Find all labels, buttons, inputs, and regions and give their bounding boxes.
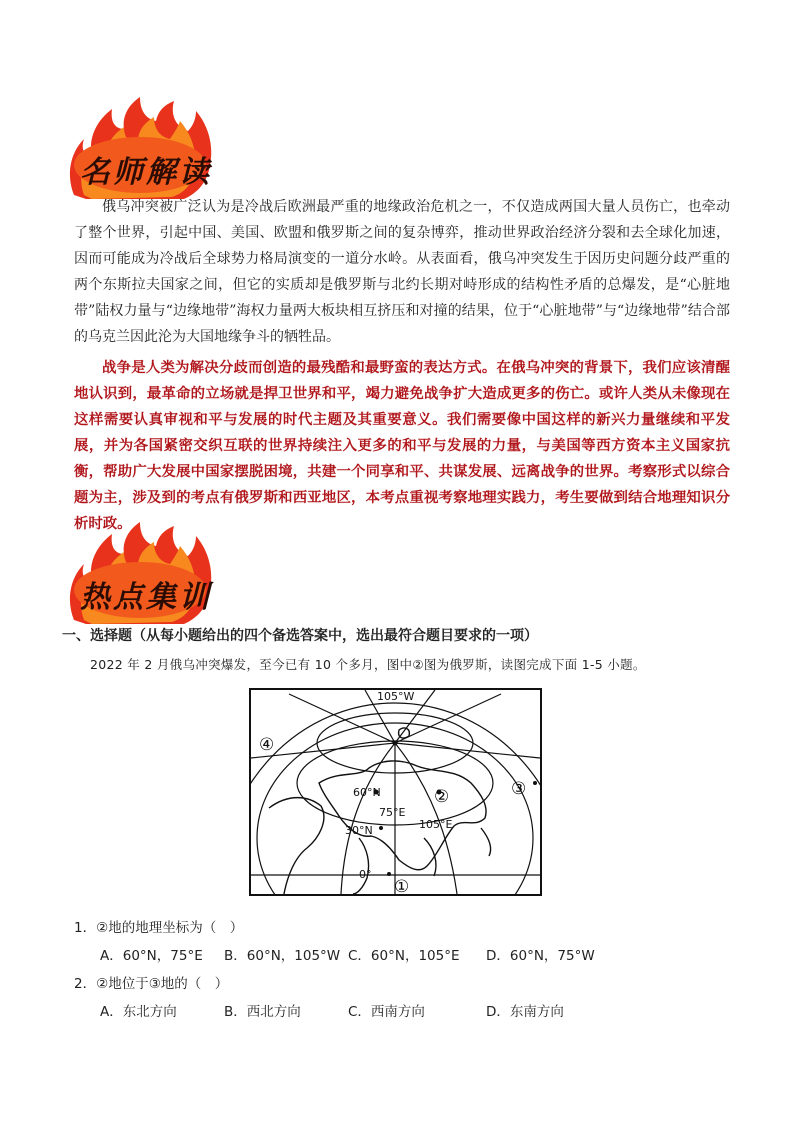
hot-banner: [66, 520, 216, 630]
q1-option-b[interactable]: B．60°N，105°W: [224, 948, 341, 964]
analysis-paragraph-1: 俄乌冲突被广泛认为是冷战后欧洲最严重的地缘政治危机之一，不仅造成两国大量人员伤亡，也牵动了整个世界，引起中国、美国、欧盟和俄罗斯之间的复杂博弈，推动世界政治经济分裂和去全球化加速，因而可能成为冷战后全球势力格局演变的一道分水岭。从表面看，俄乌冲突发生于因历史问题分歧严重的两个东斯拉夫国家之间，但它的实质却是俄罗斯与北约长期对峙形成的结构性矛盾的总爆发，是“心脏地带”陆权力量与“边缘地带”海权力量两大板块相互挤压和对撞的结果，位于“心脏地带”与“边缘地带”结合部的乌克兰因此沦为大国地缘争斗的牺牲品。: [74, 199, 730, 345]
question-intro: 2022 年 2 月俄乌冲突爆发，至今已有 10 个多月，图中②图为俄罗斯，读图完成下面 1-5 小题。: [90, 657, 646, 672]
marker-1: ①: [394, 877, 410, 896]
q2-option-b[interactable]: B．西北方向: [224, 1004, 301, 1020]
label-105w: 105°W: [377, 690, 415, 703]
question-1-stem: 1．②地的地理坐标为（ ）: [74, 920, 244, 936]
q2-option-d[interactable]: D．东南方向: [486, 1004, 564, 1020]
section-heading: 一、选择题（从每小题给出的四个备选答案中，选出最符合题目要求的一项）: [62, 628, 538, 644]
marker-2: ②: [434, 787, 450, 807]
q1-option-a[interactable]: A．60°N，75°E: [100, 948, 203, 964]
question-2-options: [100, 1000, 720, 1020]
label-30n: 30°N: [345, 824, 373, 837]
q2-option-c[interactable]: C．西南方向: [348, 1004, 425, 1020]
question-2-stem: 2．②地位于③地的（ ）: [74, 976, 229, 992]
question-1-options: [100, 944, 720, 964]
polar-projection-map: [249, 688, 542, 896]
label-60n: 60°N: [353, 786, 381, 799]
label-105e: 105°E: [419, 818, 453, 831]
q2-option-a[interactable]: A．东北方向: [100, 1004, 177, 1020]
label-75e: 75°E: [379, 806, 406, 819]
hot-banner-title: 热点集训: [80, 580, 212, 615]
q1-option-c[interactable]: C．60°N，105°E: [348, 948, 460, 964]
marker-4: ④: [259, 735, 275, 755]
q1-option-d[interactable]: D．60°N，75°W: [486, 948, 595, 964]
teacher-banner-title: 名师解读: [80, 155, 212, 190]
analysis-paragraph-2: 战争是人类为解决分歧而创造的最残酷和最野蛮的表达方式。在俄乌冲突的背景下，我们应该清醒地认识到，最革命的立场就是捍卫世界和平，竭力避免战争扩大造成更多的伤亡。或许人类从未像现在这样需要认真审视和平与发展的时代主题及其重要意义。我们需要像中国这样的新兴力量继续和平发展，并为各国紧密交织互联的世界持续注入更多的和平与发展的力量，与美国等西方资本主义国家抗衡，帮助广大发展中国家摆脱困境，共建一个同享和平、共谋发展、远离战争的世界。考察形式以综合题为主，涉及到的考点有俄罗斯和西亚地区，本考点重视考察地理实践力，考生要做到结合地理知识分析时政。: [74, 359, 730, 532]
marker-3: ③: [511, 779, 527, 799]
teacher-banner: [66, 95, 216, 205]
label-0: 0°: [359, 868, 372, 881]
